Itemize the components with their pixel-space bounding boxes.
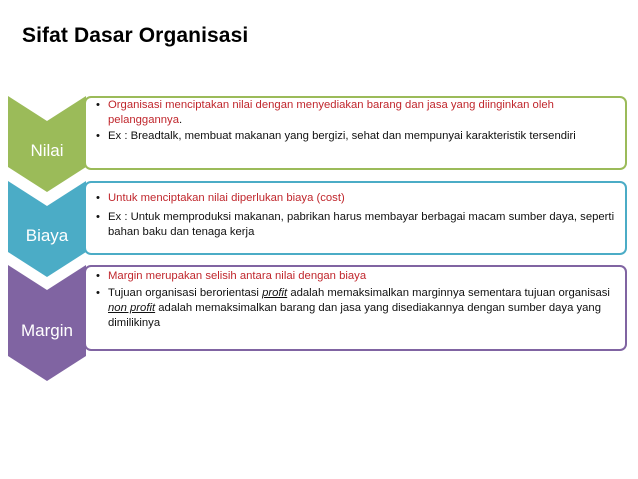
slide-title: Sifat Dasar Organisasi <box>22 24 249 47</box>
bullet-list-margin <box>90 269 619 331</box>
box-biaya <box>84 181 627 255</box>
bullet-margin-2-part3: adalah memaksimalkan marginnya sementara tujuan organisasi <box>287 287 610 299</box>
chevron-biaya <box>8 181 86 277</box>
chevron-nilai <box>8 96 86 192</box>
profit-term: profit <box>262 287 288 299</box>
bullet-nilai-2: • Ex : Breadtalk, membuat makanan yang bergizi, sehat dan mempunyai karakteristik tersendiri <box>90 129 619 144</box>
bullet-list-biaya <box>90 191 619 240</box>
box-nilai <box>84 96 627 170</box>
bullet-margin-2 <box>90 286 619 331</box>
bullet-biaya-2: • Ex : Untuk memproduksi makanan, pabrikan harus membayar berbagai macam sumber daya, seperti bahan baku dan tenaga kerja <box>90 210 619 240</box>
chevron-margin <box>8 265 86 381</box>
bullet-margin-2-part1: Tujuan organisasi berorientasi <box>108 287 263 299</box>
bullet-margin-1: • Margin merupakan selisih antara nilai dengan biaya <box>90 269 619 284</box>
bullet-nilai-1 <box>90 98 619 128</box>
chevron-label-margin: Margin <box>21 321 73 340</box>
bullet-nilai-1-suffix: . <box>179 114 183 126</box>
non-profit-term: non profit <box>108 302 156 314</box>
bullet-biaya-1: • Untuk menciptakan nilai diperlukan biaya (cost) <box>90 191 619 206</box>
chevron-label-nilai: Nilai <box>30 141 64 160</box>
chevron-label-biaya: Biaya <box>25 226 69 245</box>
box-margin <box>84 265 627 351</box>
bullet-nilai-1-text: Organisasi menciptakan nilai dengan menyediakan barang dan jasa yang diinginkan oleh pelanggannya <box>108 99 554 126</box>
bullet-list-nilai <box>90 98 619 144</box>
bullet-margin-2-part5: adalah memaksimalkan barang dan jasa yang disediakannya dengan sumber daya yang dimilikinya <box>108 302 601 329</box>
